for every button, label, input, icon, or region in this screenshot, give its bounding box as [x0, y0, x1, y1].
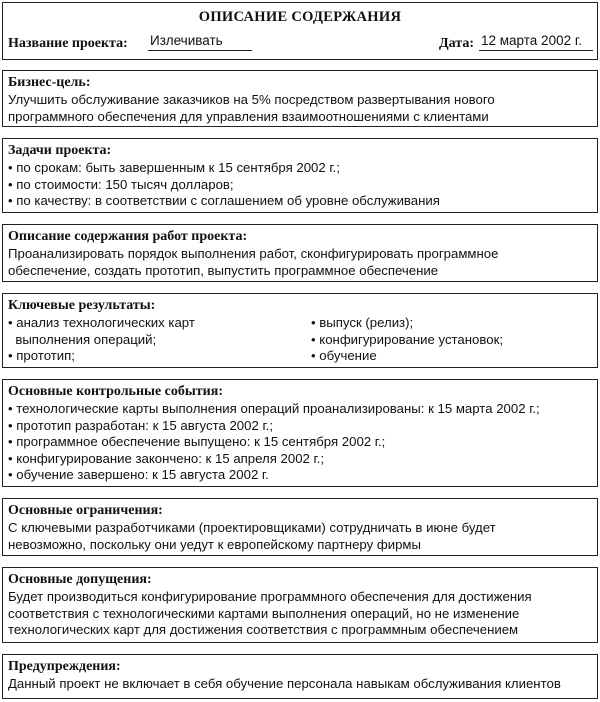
- document-title: ОПИСАНИЕ СОДЕРЖАНИЯ: [198, 9, 402, 25]
- objective-item: • по срокам: быть завершенным к 15 сентября 2002 г.;: [8, 160, 340, 175]
- business-goal-line: программного обеспечения для управления взаимоотношениями с клиентами: [8, 108, 489, 124]
- deliverables-right-column: [311, 315, 591, 365]
- deliverables-left-column: [8, 315, 311, 365]
- milestone-item: • обучение завершено: к 15 августа 2002 г.: [8, 467, 269, 482]
- constraints-title: Основные ограничения:: [8, 503, 163, 518]
- assumptions-line: соответствия с технологическими картами выполнения операций, но не изменение: [8, 605, 520, 621]
- constraints-line: С ключевыми разработчиками (проектировщиками) сотрудничать в июне будет: [8, 520, 496, 535]
- date-value: 12 марта 2002 г.: [479, 33, 593, 51]
- business-goal-title: Бизнес-цель:: [8, 75, 91, 90]
- milestones-section: [2, 379, 598, 487]
- work-scope-line: обеспечение, создать прототип, выпустить программное обеспечение: [8, 262, 439, 278]
- deliverables-columns: [8, 315, 592, 365]
- assumptions-section: [2, 567, 598, 643]
- milestones-title: Основные контрольные события:: [8, 384, 223, 399]
- assumptions-title: Основные допущения:: [8, 572, 152, 587]
- project-name-label: Название проекта:: [8, 36, 128, 51]
- assumptions-line: Будет производиться конфигурирование программного обеспечения для достижения: [8, 589, 532, 604]
- milestone-item: • конфигурирование закончено: к 15 апреля 2002 г.;: [8, 450, 325, 466]
- header-box: [2, 2, 598, 60]
- objectives-title: Задачи проекта:: [8, 143, 112, 158]
- objective-item: • по качеству: в соответствии с соглашением об уровне обслуживания: [8, 193, 440, 208]
- objective-item: • по стоимости: 150 тысяч долларов;: [8, 176, 234, 192]
- business-goal-line: Улучшить обслуживание заказчиков на 5% посредством развертывания нового: [8, 92, 495, 107]
- work-scope-title: Описание содержания работ проекта:: [8, 229, 248, 244]
- constraints-section: [2, 498, 598, 556]
- deliverable-item: выполнения операций;: [8, 331, 157, 347]
- warnings-line: Данный проект не включает в себя обучение персонала навыкам обслуживания клиентов: [8, 676, 561, 691]
- assumptions-line: технологических карт для достижения соответствия с программным обеспечением: [8, 622, 519, 637]
- deliverable-item: • обучение: [311, 348, 377, 363]
- milestone-item: • технологические карты выполнения операций проанализированы: к 15 марта 2002 г.;: [8, 401, 540, 416]
- milestone-item: • программное обеспечение выпущено: к 15 сентября 2002 г.;: [8, 434, 386, 449]
- warnings-section: [2, 654, 598, 699]
- work-scope-line: Проанализировать порядок выполнения работ, сконфигурировать программное: [8, 246, 499, 261]
- work-scope-section: [2, 224, 598, 282]
- business-goal-section: [2, 70, 598, 127]
- deliverable-item: • анализ технологических карт: [8, 315, 195, 330]
- deliverable-item: • конфигурирование установок;: [311, 331, 504, 347]
- project-name-value: Излечивать: [148, 33, 252, 51]
- objectives-section: [2, 138, 598, 213]
- deliverables-section: [2, 293, 598, 368]
- deliverable-item: • выпуск (релиз);: [311, 315, 414, 330]
- deliverables-title: Ключевые результаты:: [8, 298, 156, 313]
- date-label: Дата:: [439, 36, 474, 51]
- warnings-title: Предупреждения:: [8, 659, 121, 674]
- milestone-item: • прототип разработан: к 15 августа 2002 г.;: [8, 417, 273, 433]
- constraints-line: невозможно, поскольку они уедут к европейскому партнеру фирмы: [8, 536, 421, 552]
- deliverable-item: • прототип;: [8, 348, 75, 363]
